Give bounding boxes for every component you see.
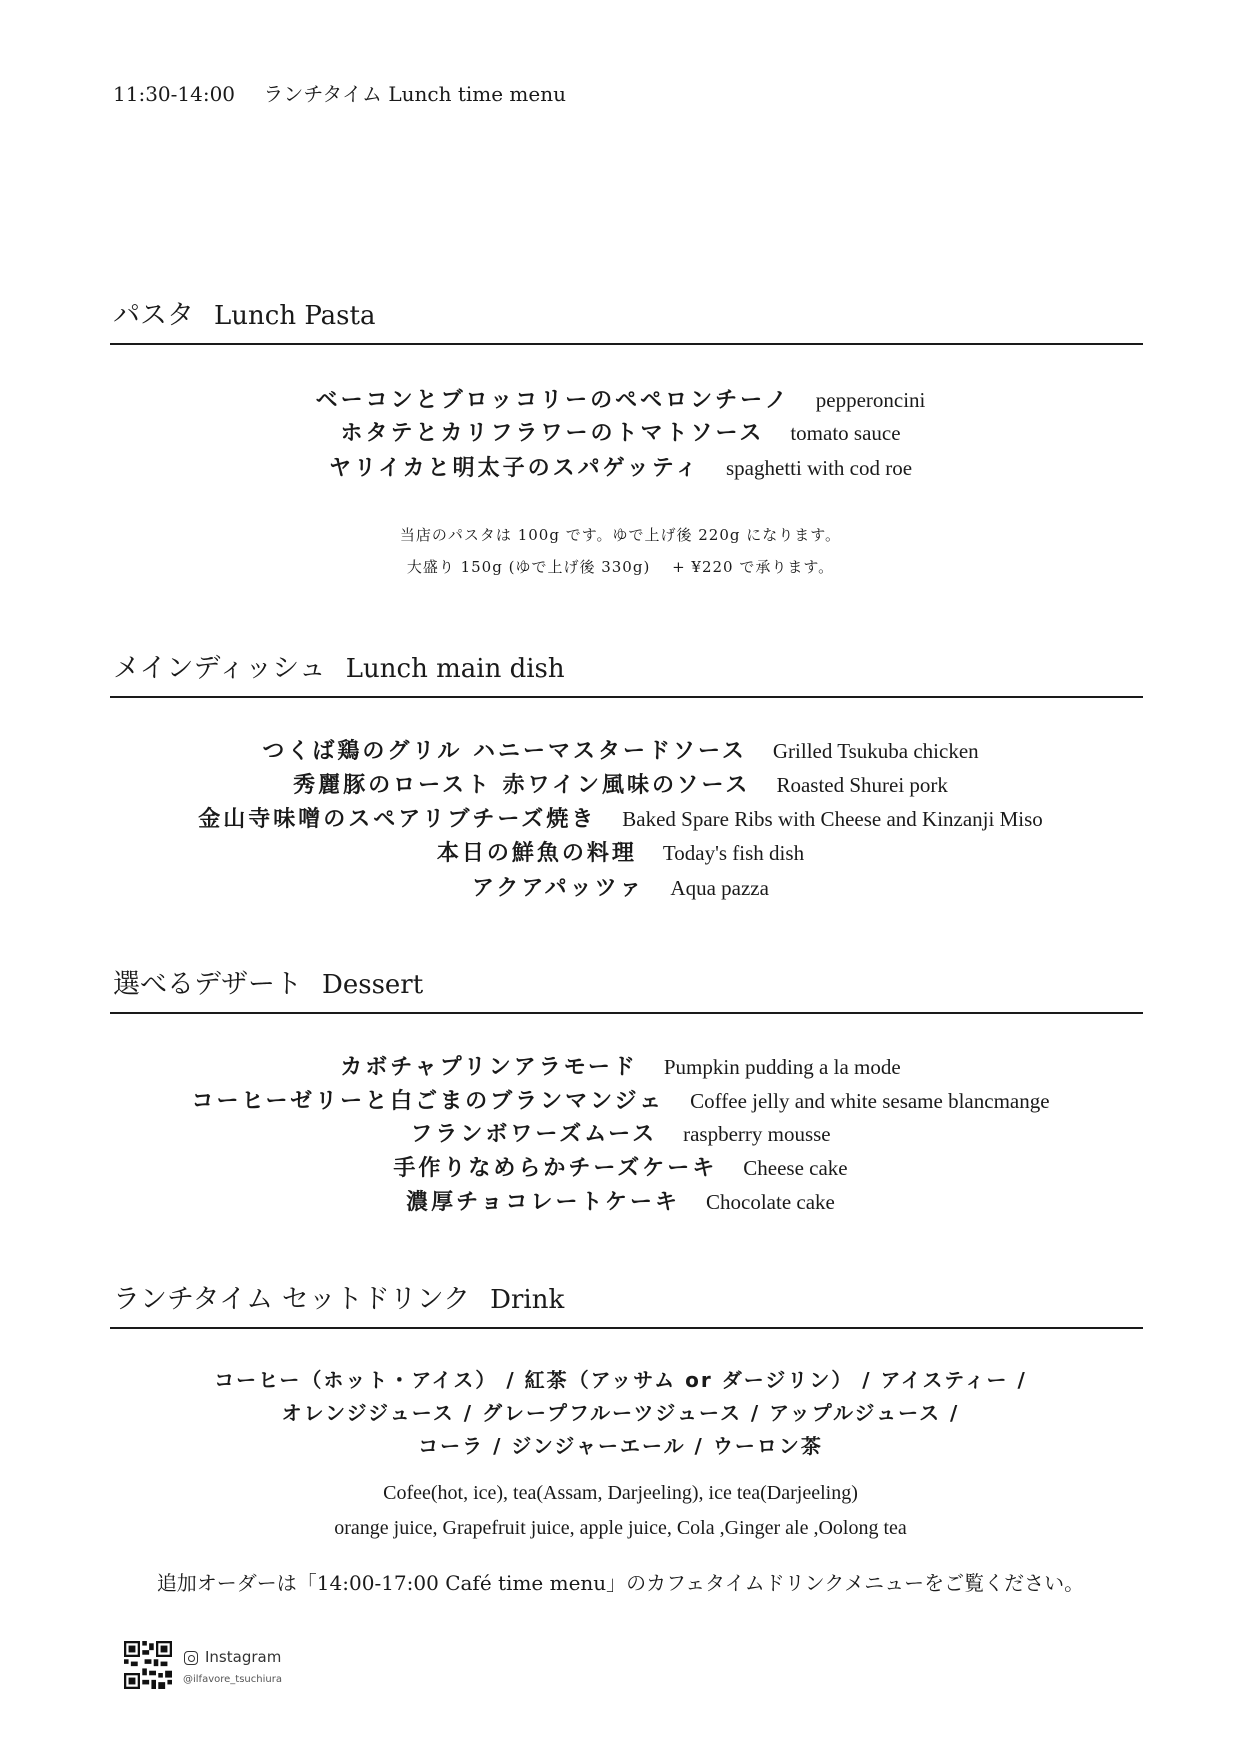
menu-header xyxy=(113,78,588,107)
main-section-title xyxy=(113,646,565,685)
main-item: 金山寺味噌のスペアリブチーズ焼き Baked Spare Ribs with Cheese and Kinzanji Miso xyxy=(198,807,1043,832)
instagram-icon[interactable] xyxy=(184,1651,198,1665)
drink-title-jp: ランチタイム セットドリンク xyxy=(113,1284,471,1315)
main-item: 本日の鮮魚の料理 Today's fish dish xyxy=(436,841,805,866)
dessert-item: フランボワーズムース raspberry mousse xyxy=(410,1122,831,1147)
lunch-hours: 11:30-14:00 xyxy=(113,82,236,106)
main-title-en: Lunch main dish xyxy=(345,654,565,684)
menu-title: ランチタイム Lunch time menu xyxy=(263,82,566,106)
pasta-item: ヤリイカと明太子のスパゲッティ spaghetti with cod roe xyxy=(328,456,913,481)
drink-list-en: Cofee(hot, ice), tea(Assam, Darjeeling), ice tea(Darjeeling) xyxy=(383,1482,858,1504)
drink-list-jp: コーヒー（ホット・アイス） / 紅茶（アッサム or ダージリン） / アイスティー / xyxy=(214,1368,1027,1392)
main-item: 秀麗豚のロースト 赤ワイン風味のソース Roasted Shurei pork xyxy=(293,773,948,798)
pasta-note: 大盛り 150g (ゆで上げ後 330g) + ¥220 で承ります。 xyxy=(406,558,835,576)
pasta-section-title xyxy=(113,293,375,332)
main-item: アクアパッツァ Aqua pazza xyxy=(472,876,769,901)
dessert-item: 濃厚チョコレートケーキ Chocolate cake xyxy=(406,1190,835,1215)
drink-section-title xyxy=(113,1277,564,1316)
dessert-item: コーヒーゼリーと白ごまのブランマンジェ Coffee jelly and white sesame blancmange xyxy=(191,1089,1050,1114)
drink-list-jp: オレンジジュース / グレープフルーツジュース / アップルジュース / xyxy=(281,1401,960,1425)
main-divider xyxy=(110,696,1143,698)
dessert-divider xyxy=(110,1012,1143,1014)
pasta-title-jp: パスタ xyxy=(113,300,194,331)
additional-order-note: 追加オーダーは「14:00-17:00 Café time menu」のカフェタイムドリンクメニューをご覧ください。 xyxy=(156,1571,1085,1595)
pasta-divider xyxy=(110,343,1143,345)
instagram-handle[interactable]: @ilfavore_tsuchiura xyxy=(183,1674,282,1685)
drink-list-jp: コーラ / ジンジャーエール / ウーロン茶 xyxy=(418,1434,823,1458)
dessert-item: カボチャプリンアラモード Pumpkin pudding a la mode xyxy=(340,1055,901,1080)
main-item: つくば鶏のグリル ハニーマスタードソース Grilled Tsukuba chicken xyxy=(262,739,979,764)
dessert-title-jp: 選べるデザート xyxy=(113,969,302,1000)
drink-divider xyxy=(110,1327,1143,1329)
pasta-item: ベーコンとブロッコリーのペペロンチーノ pepperoncini xyxy=(315,388,926,413)
pasta-item: ホタテとカリフラワーのトマトソース tomato sauce xyxy=(340,421,901,446)
instagram-label[interactable]: Instagram xyxy=(205,1648,282,1666)
qr-code-icon[interactable] xyxy=(124,1641,172,1689)
dessert-item: 手作りなめらかチーズケーキ Cheese cake xyxy=(393,1156,848,1181)
drink-list-en: orange juice, Grapefruit juice, apple juice, Cola ,Ginger ale ,Oolong tea xyxy=(334,1517,907,1539)
main-title-jp: メインディッシュ xyxy=(113,653,326,684)
dessert-title-en: Dessert xyxy=(322,970,424,1000)
pasta-note: 当店のパスタは 100g です。ゆで上げ後 220g になります。 xyxy=(399,526,842,544)
dessert-section-title xyxy=(113,962,423,1001)
drink-title-en: Drink xyxy=(490,1285,565,1315)
pasta-title-en: Lunch Pasta xyxy=(214,301,376,331)
